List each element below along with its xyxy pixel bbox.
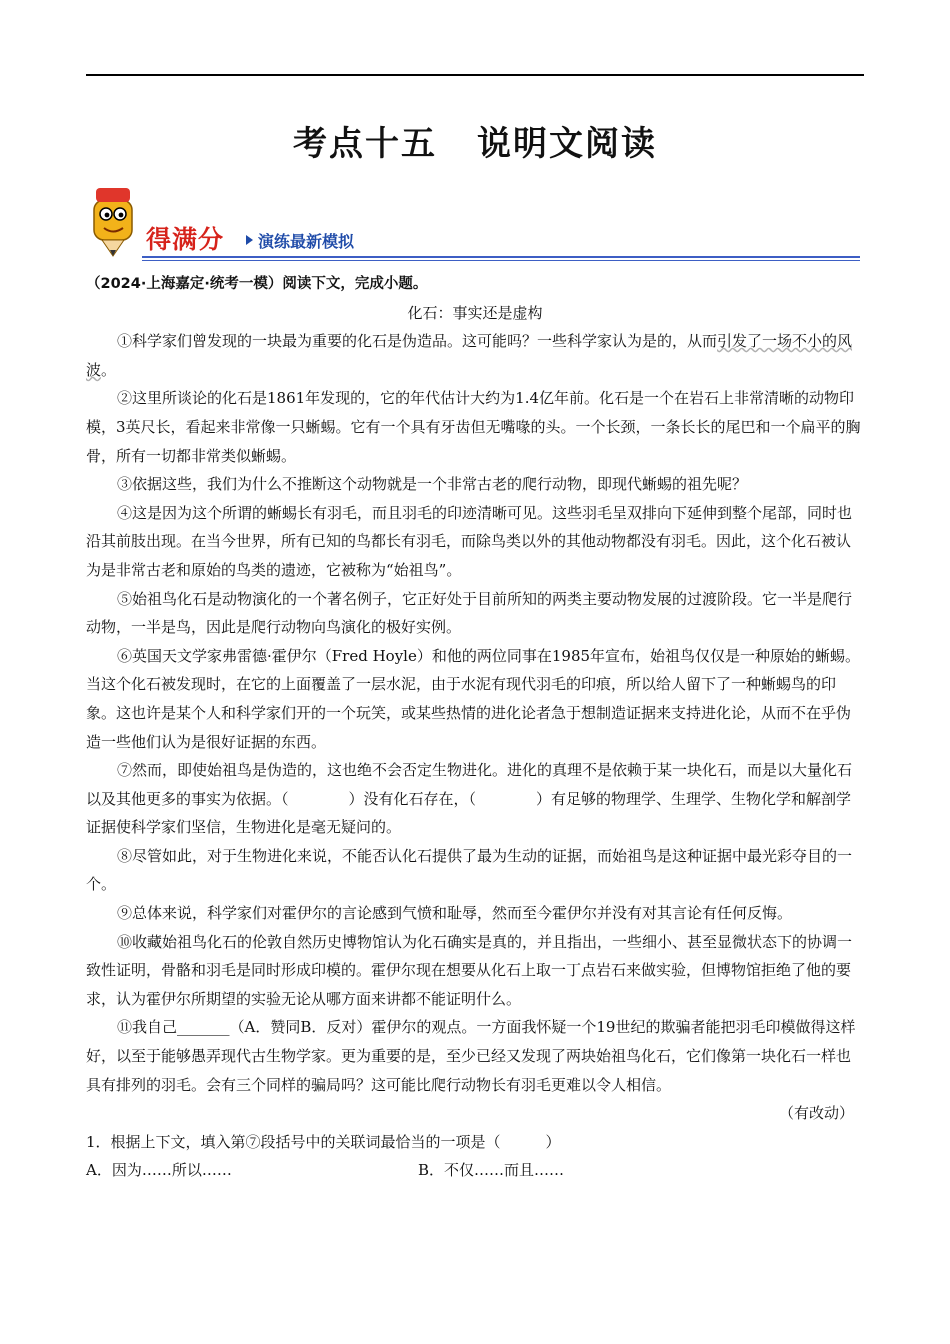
paragraph-1: ①科学家们曾发现的一块最为重要的化石是伪造品。这可能吗？一些科学家认为是的，从而引发了一场不小的风波。 [86, 332, 853, 379]
title-part-2: 说明文阅读 [477, 124, 657, 164]
page-title [0, 116, 950, 165]
banner-rule-thin [142, 260, 860, 261]
paragraph-2: ②这里所谈论的化石是1861年发现的，它的年代估计大约为1.4亿年前。化石是一个在岩石上非常清晰的动物印模，3英尺长，看起来非常像一只蜥蜴。它有一个具有牙齿但无嘴喙的头。一个长颈，一条长长的尾巴和一个扁平的胸骨，所有一切都非常类似蜥蜴。 [86, 389, 861, 465]
wavy-underlined-phrase: 引发了一场不小的风波 [86, 332, 853, 379]
banner-brand: 得满分 [146, 225, 225, 254]
document-body [86, 270, 864, 1185]
banner-arrow-icon [246, 235, 253, 245]
paragraph-6: ⑥英国天文学家弗雷德·霍伊尔（Fred Hoyle）和他的两位同事在1985年宣布，始祖鸟仅仅是一种原始的蜥蜴。当这个化石被发现时，在它的上面覆盖了一层水泥，由于水泥有现代羽毛的印痕，所以给人留下了一种蜥蜴鸟的印象。这也许是某个人和科学家们开的一个玩笑，或某些热情的进化论者急于想制造证据来支持进化论，从而不在乎伪造一些他们认为是很好证据的东西。 [86, 646, 861, 751]
paragraph-5: ⑤始祖鸟化石是动物演化的一个著名例子，它正好处于目前所知的两类主要动物发展的过渡阶段。它一半是爬行动物，一半是鸟，因此是爬行动物向鸟演化的极好实例。 [86, 589, 853, 637]
question-1-stem: 1．根据上下文，填入第⑦段括号中的关联词最恰当的一项是（ ） [86, 1132, 561, 1151]
paragraph-3: ③依据这些，我们为什么不推断这个动物就是一个非常古老的爬行动物，即现代蜥蜴的祖先呢？ [117, 475, 748, 494]
paragraph-11: ⑪我自己_______（A．赞同B．反对）霍伊尔的观点。一方面我怀疑一个19世纪的欺骗者能把羽毛印模做得这样好，以至于能够愚弄现代古生物学家。更为重要的是，至少已经又发现了两块始祖鸟化石，它们像第一块化石一样也具有排列的羽毛。会有三个同样的骗局吗？这可能比爬行动物长有羽毛更难以令人相信。 [86, 1018, 856, 1094]
option-a[interactable]: A．因为……所以…… [86, 1161, 232, 1180]
paragraph-7: ⑦然而，即使始祖鸟是伪造的，这也绝不会否定生物进化。进化的真理不是依赖于某一块化石，而是以大量化石以及其他更多的事实为依据。（ ）没有化石存在，（ ）有足够的物理学、生理学、生物化学和解剖学证据使科学家们坚信，生物进化是毫无疑问的。 [86, 761, 853, 837]
section-banner [86, 182, 860, 262]
article-heading: 化石：事实还是虚构 [407, 303, 543, 322]
paragraph-10: ⑩收藏始祖鸟化石的伦敦自然历史博物馆认为化石确实是真的，并且指出，一些细小、甚至显微状态下的协调一致性证明，骨骼和羽毛是同时形成印模的。霍伊尔现在想要从化石上取一丁点岩石来做实验，但博物馆拒绝了他的要求，认为霍伊尔所期望的实验无论从哪方面来讲都不能证明什么。 [86, 932, 853, 1008]
paragraph-9: ⑨总体来说，科学家们对霍伊尔的言论感到气愤和耻辱，然而至今霍伊尔并没有对其言论有任何反悔。 [117, 904, 793, 923]
question-1-options [86, 1156, 864, 1185]
question-source: （2024·上海嘉定·统考一模）阅读下文，完成小题。 [86, 276, 428, 292]
paragraph-4: ④这是因为这个所谓的蜥蜴长有羽毛，而且羽毛的印迹清晰可见。这些羽毛呈双排向下延伸到整个尾部，同时也沿其前肢出现。在当今世界，所有已知的鸟都长有羽毛，而除鸟类以外的其他动物都没有羽毛。因此，这个化石被认为是非常古老和原始的鸟类的遗迹，它被称为“始祖鸟”。 [86, 503, 853, 579]
revision-note: （有改动） [778, 1104, 854, 1123]
option-b[interactable]: B．不仅……而且…… [418, 1161, 565, 1180]
top-rule [86, 74, 864, 76]
paragraph-8: ⑧尽管如此，对于生物进化来说，不能否认化石提供了最为生动的证据，而始祖鸟是这种证据中最光彩夺目的一个。 [86, 846, 853, 894]
banner-rule [142, 256, 860, 258]
title-part-1: 考点十五 [293, 124, 437, 164]
banner-subtitle: 演练最新模拟 [258, 232, 355, 251]
